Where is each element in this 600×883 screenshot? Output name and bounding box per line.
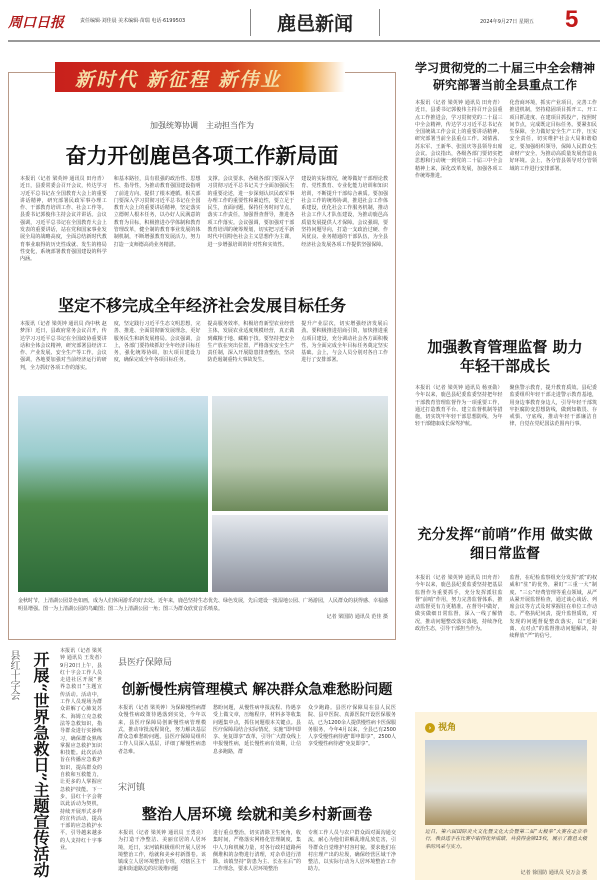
second-col: 度，坚定践行习近平生态文明思想，完善、推进、全面贯彻新发展理念，更好服务民生和新发展格局。会议强调，会上，各部门要持续抓好全年经济目标任务，强化统筹协调，加大项目建设力度，确保完成全年各项目标任务。 — [113, 321, 201, 364]
second-col: 本报讯（记者 梁英钟 通讯员 尚中秋 赵梦泽）近日，县政府常务会议召开，传达学习习近平总书记在全国政协重要讲话和全体会议精神，研究部署县经济工作、产业发展、安全生产等工作。会议强调，各地要加强对当前经济运行的研判，全力抓好各项工作的落实。 — [20, 321, 107, 371]
theme-banner: 新时代 新征程 新伟业 — [55, 62, 345, 92]
photo-caption — [18, 597, 388, 621]
chevron-right-icon: › — [425, 723, 435, 733]
section-title: 鹿邑新闻 — [250, 9, 380, 36]
lead-col: 建设的实际情况，统筹做好干部理论教育、党性教育、专业化能力培训和知识培训，不断提升干部综合素质。要加强社会工作的统筹协调，推进社会工作体系建设，优化社会工作服务机制，推动社会工作人才队伍建设，为推动鹿邑高质量发展提供人才保障。会议强调，要坚持问题导向，打造一支政治过硬、作风优良、业务精通的干部队伍，为全县经济社会发展各项工作提供坚强保障。 — [301, 176, 388, 248]
village-headline: 整治人居环境 绘就和美乡村新画卷 — [141, 805, 373, 823]
village-org: 宋河镇 — [118, 783, 146, 793]
second-col: 提升产业层次，切实增强经济发展后劲。要积极推进招商引资，加快推进重点项目建设，充分调动社会各方面积极性，为全面完成全年目标任务奠定坚实基础。会上，与会人员分别对各自工作进行了安排部署。 — [301, 321, 388, 364]
right-article-3 — [415, 575, 597, 700]
village-col: 本报讯（记者 梁英钟 通讯员 王勇亮）为打造干净整洁、美丽宜居的人居环境，近日，宋河镇积极组织开展人居环境整治工作，绘就和美乡村新图卷。该镇成立人居环境整治专班，对辖区主干道和街道路边的垃圾堆问题 — [118, 830, 206, 873]
medical-col: 本报讯（记者 梁英钟）为保障慢性病群众慢性病政策待遇落到实处，今年以来，县医疗保障局创新慢性病管理模式，推动审批流程简化，努力解决基层群众急难愁盼问题。县医疗保障局组织工作人员深入基层，详细了解慢性病患者急难。 — [118, 705, 206, 755]
page-number: 5 — [565, 6, 579, 33]
right-article-1 — [415, 100, 597, 305]
medical-col: 愁盼问题，从慢性病申报流程、待遇享受上做文章，压缩程序，材料多等收集问题集中点，抓住问题根本关键点。县医疗保障局结合实际情况，实施“即申即享、免复即享”改革，引导广大群众线上申报慢性病，延长慢性病有效期，让信息多跑路，群 — [213, 705, 301, 755]
header-rule — [8, 40, 600, 42]
second-article — [20, 321, 388, 389]
caption-text: 金秋时节，上清湖公园景色如画，成为人们休闲游乐的好去处。近年来，鹿邑坚持生态优先、绿色发展，先后建设一批湿地公园、广场游园，人民群众的获得感、幸福感明显增强。图一为上清湖公园的鸟瞰图；图二为上清湖公园一角；图三为群众欣赏音乐喷泉。 — [18, 598, 389, 612]
park-corner-photo — [212, 396, 388, 511]
right-headline-1: 学习贯彻党的二十届三中全会精神 研究部署当前全县重点工作 — [414, 61, 595, 92]
right-col: 监督，在纪检监察组充分发挥“派”的权威和“驻”的优势，紧盯“三重一大”制度、“三公”经费管理等重点领域，从严从紧开展监督检查，通过谈心谈话、列席会议等方式及时掌握驻在单位工作动态。严格执纪问责，提升监督质效，对发现的问题督促整改落实，以“近距离、点对点”的监督推动问题解决，持续释放“严”的信号。 — [509, 575, 597, 640]
vision-photo — [425, 740, 587, 825]
fountain-photo — [212, 515, 388, 592]
issue-date: 2024年9月27日 星期五 — [480, 19, 534, 25]
right-col: 本报讯（记者 梁英钟 通讯员 田舟青）今年以来，鹿邑县纪委监委坚持把基层监督作为重要抓手，充分发挥派驻监督“前哨”作用，努力完善监督体系，推动监督更有力更精准。在督导中做好，做实做细日常监督，深入一线了解情况，推动问题整改落实落地，持续净化政治生态，引导干部担当作为。 — [415, 575, 503, 633]
vision-label-text: 视角 — [438, 723, 457, 733]
caption-credit: 记者 梁国防 通讯员 范佳 摄 — [326, 614, 388, 620]
medical-org: 县医疗保障局 — [118, 658, 173, 668]
vision-label — [425, 720, 456, 733]
village-article — [118, 830, 396, 882]
red-cross-org: 县红十字会 — [8, 650, 19, 700]
red-cross-headline: 开展“世界急救日”主题宣传活动 — [31, 650, 50, 878]
vision-credit: 记者 徐国防 通讯员 吴万会 摄 — [520, 870, 587, 876]
medical-article — [118, 705, 396, 763]
vision-box — [415, 712, 597, 880]
lead-col: 和基本路径，具有很强的政治性、思想性、指导性，为推动教育强国建设指明了前进方向、提供了根本遵循。相关部门要深入学习贯彻习近平总书记在全国教育大会上的重要讲话精神，坚定落实立德树人根本任务，以办好人民满意的教育为目标，积极推进办学体制和教育管理改革，健全制的教育事业发展的体制机制，不断增强教育发展活力，努力打造一支师德高尚业务精湛。 — [113, 176, 201, 248]
right-col: 本报讯（记者 梁英钟 通讯员 田舟青）近日，县委书记郭俊伟主持召开会县重点工作推进会，学习贯彻党的二十届三中全会精神，传达学习习近平总书记在全国统战工作会议上的重要讲话精神，研究部署当前全县重点工作。刘倩茜、苏东军、王新华、张国庆等县领导出席会议。会议指出，各级各部门要切实把思想和行动统一到党的二十届三中全会精神上来，深化改革发展，加强各项工作统筹推进。 — [415, 100, 503, 179]
vision-caption: 近日，第六届国际炎火文化暨文化大会暨第二届“太极拳”大赛在北京举行，我县选手在比赛中取得优异成绩，共获得金牌13枚，展示了鹿邑太极拳的风采与实力。 — [425, 829, 587, 850]
right-col: 本报讯（记者 梁英钟 通讯员 杨亚勋）今年以来，鹿邑县纪委监委坚持把年轻干部教育管理监督作为一项重要工作，通过打造教育平台、建立监督机制等措施，切实筑牢年轻干部思想防线，为年轻干部健康成长保驾护航。 — [415, 385, 503, 428]
right-article-2 — [415, 385, 597, 505]
red-cross-article: 本报讯（记者 梁英钟 通讯员 王发者）9月20日上午，县红十字会工作人员走进社区开展“世界急救日”主题宣传活动。活动中，工作人员现场为群众讲解了心肺复苏术、海姆立克急救法等急救知识，指导群众进行实操练习，确保群众熟练掌握应急救护知识和技能。此次活动旨在传播应急救护知识，提高群众的自救和互救能力，让更多的人掌握应急救护技能。下一步，县红十字会将以此活动为契机，持续开展形式多样的宣传活动，提高干部的应急救护水平，引导越来越多的人支持红十字事业。 — [60, 648, 102, 852]
right-headline-2: 加强教育管理监督 助力年轻干部成长 — [427, 338, 583, 375]
medical-col: 众少跑路。县医疗保障局在县人民医院、县中医院、真源医院开设医保服务站，已为1200余人提供慢性病卡医保服务服务，今年4月以来，全县已有2500人享受慢性病待遇“即申即享”，2500人享受慢性病待遇“免复即享”。 — [308, 705, 396, 748]
lead-kicker: 加强统筹协调 主动担当作为 — [150, 121, 254, 130]
medical-headline: 创新慢性病管理模式 解决群众急难愁盼问题 — [121, 682, 393, 698]
village-col: 进行重点整治，切实清除卫生死角，收集时间，严格落实网格化管理制度，集中人力和机械力量，对各行政村道路两侧堆积的杂物进行清理，对杂草进行清除。该镇坚持“防患为主、长在在后”的工作理念，要求人居环境整治 — [213, 830, 301, 873]
right-col: 聚焦警示教育，提升教育质效。县纪委监委组织年轻干部走进警示教育基地，用身边事教育身边人，引导年轻干部筑牢拒腐防变思想防线，做到知敬畏、存戒惧、守底线，推动年轻干部廉洁自律，自觉在党纪国法范围内行事。 — [509, 385, 597, 428]
editors-line: 责任编辑·刘佳晨 美术编辑·苗瑞 电话·6199503 — [80, 18, 186, 24]
right-col: 化营商环境，抓实产业项目，完善工作推进机制，坚持稳固项目抓开工、开工项目抓进度、在建项目抓投产，按照时间节点，完成既定目标任务。要紧扣民生保障，全力做好安全生产工作，压实安全责任，切实维护社会大局和谐稳定。要加强组织领导，保障人民群众生命财产安全，为推动高质量发展营造良好环境。会上，各分管县领导对分管领域的工作进行安排部署。 — [509, 100, 597, 172]
second-col: 提高服务效率，积极培育新型农业经营主体，发展农业适度规模经营，真正做到藏粮于地、藏粮于技。要坚持把安全生产放在突出位置，严格落实安全生产责任制，深入开展隐患排查整治，坚决防范遏制重特大事故发生。 — [207, 321, 295, 364]
lead-col: 支撑。会议要求，各级各部门要深入学习贯彻习近平总书记关于全面加强民生的重要论述，进一步深刻认识民政军事办理工作的重要性和紧迫性，要立足于民生，直面问题，保持任务时间节点，落实工作责任，加强督查督导，推进各项工作落实。会议强调，要加强对干部教育培训的统筹规划，切实把习近平新时代中国特色社会主义思想作为主课，进一步增强培训的针对性和实效性。 — [207, 176, 295, 248]
lead-article — [20, 176, 388, 276]
masthead-logo: 周口日报 — [8, 15, 64, 31]
village-col: 专班工作人员与农户群众面对面沟通交流，耐心为他们讲解乱堆乱放危害，引导群众自觉维护村容村貌。要求他们在村庄理产出的垃圾，确保经营区域干净整洁，以实际行动为人居环境整治工作助力。 — [308, 830, 396, 873]
park-aerial-photo — [18, 396, 208, 592]
second-headline: 坚定不移完成全年经济社会发展目标任务 — [57, 296, 346, 315]
right-headline-3: 充分发挥“前哨”作用 做实做细日常监督 — [417, 527, 593, 562]
lead-headline: 奋力开创鹿邑各项工作新局面 — [65, 143, 339, 168]
lead-col: 本报讯（记者 梁英钟 通讯员 田舟青）近日，县委常委会召开会议，传达学习习近平总书记在全国教育大会上的重要讲话精神，研究部署民政军事办理工作、干部教育培训工作、社会工作等。县委书记郭俊伟主持会议并讲话。会议强调，习近平总书记在全国教育大会上发表的重要讲话，站在党和国家事业发展全局的战略高度，全面总结新时代教育事业取得的历史性成就、发生的格局性变化，系统部署教育强国建设的科学内涵。 — [20, 176, 107, 263]
